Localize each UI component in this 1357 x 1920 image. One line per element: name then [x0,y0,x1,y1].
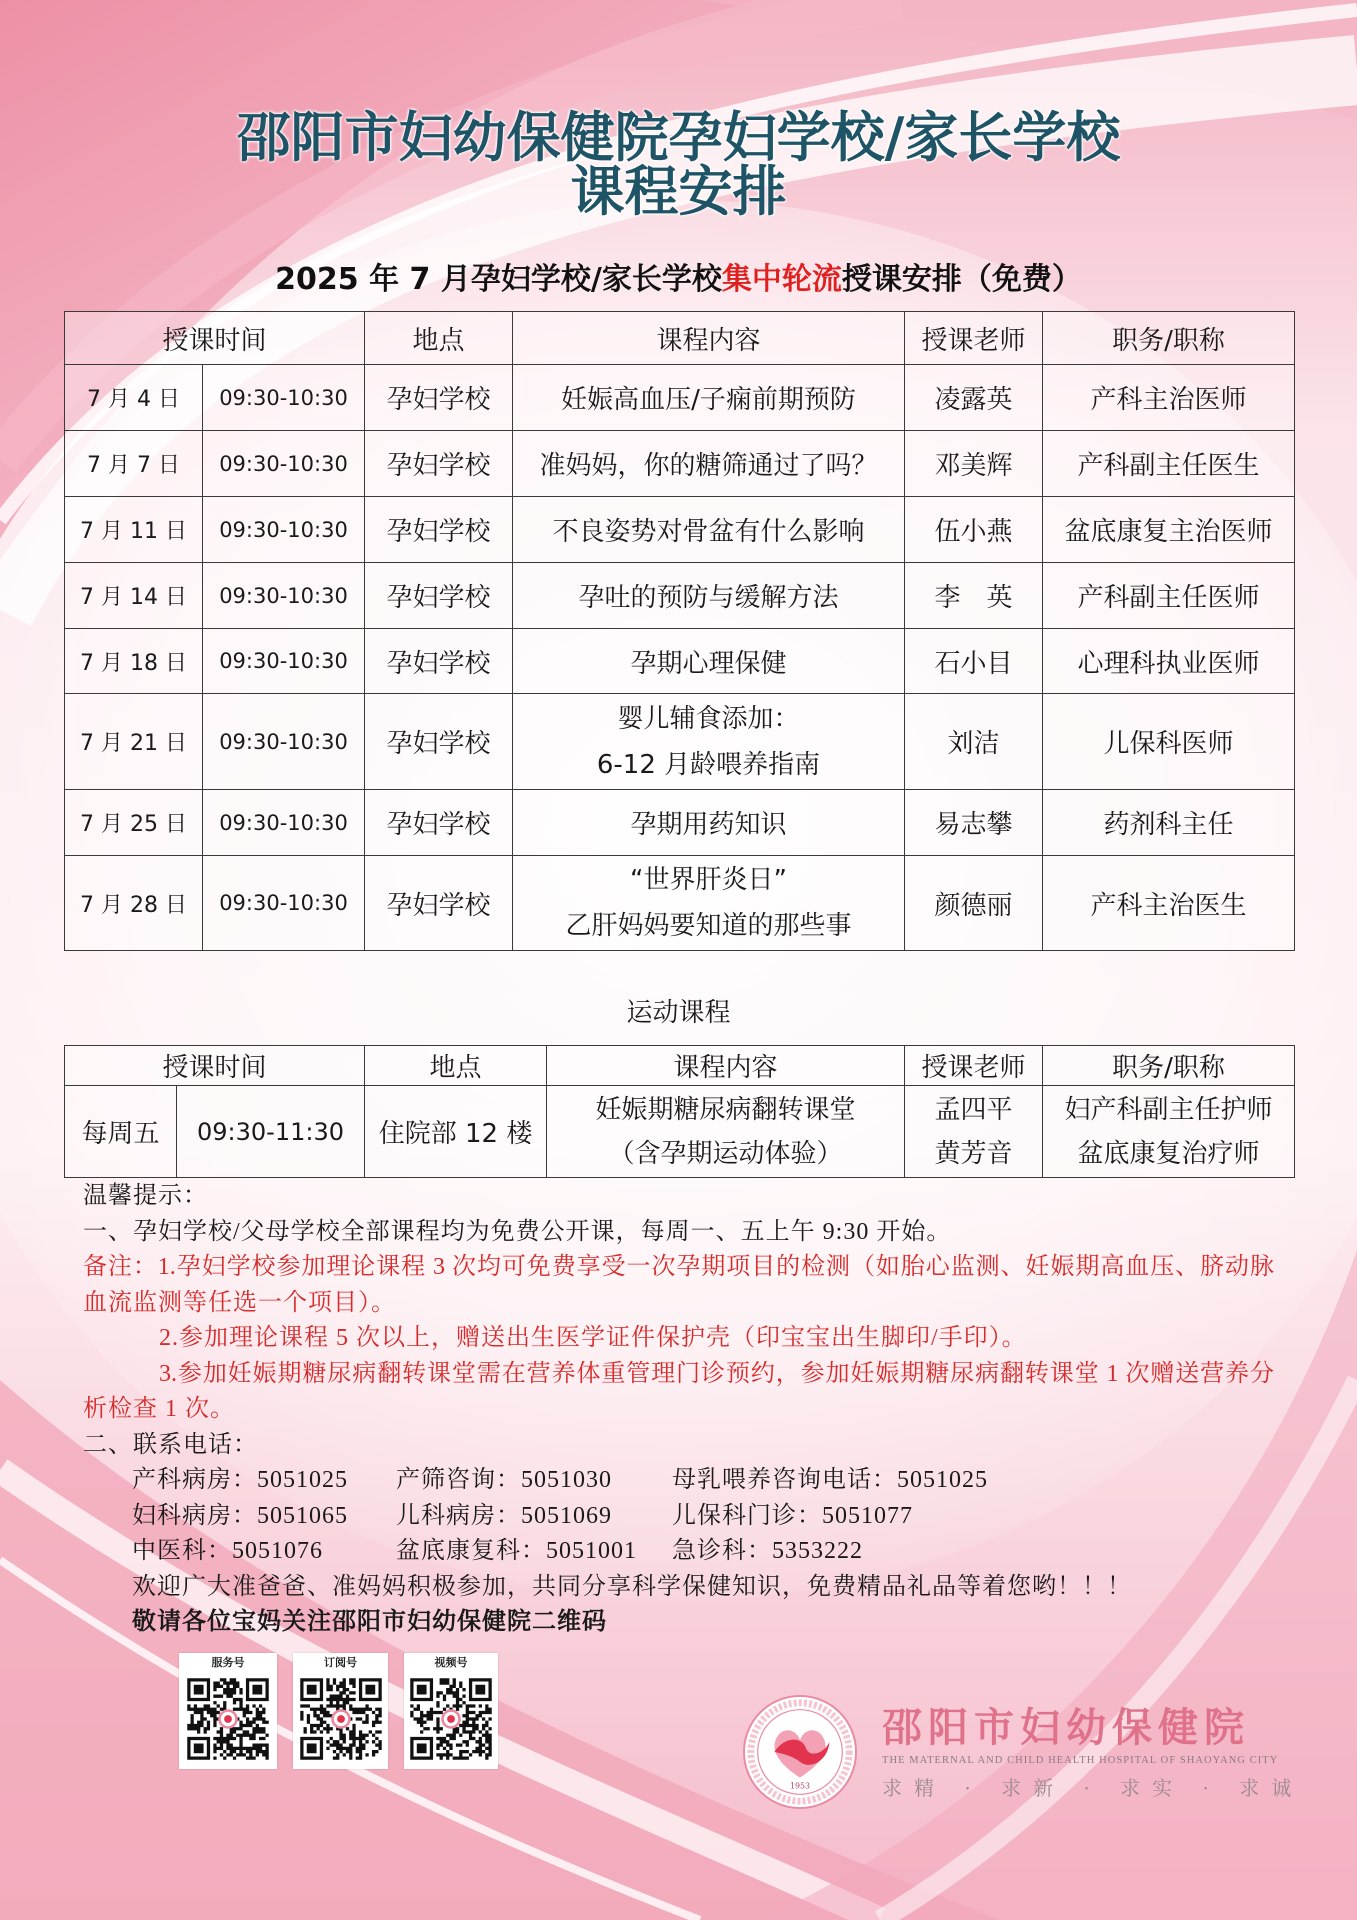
course-cell [513,694,905,790]
qr-label: 订阅号 [324,1656,357,1669]
course-line: 准妈妈，你的糖筛通过了吗？ [539,451,878,481]
date-cell: 7 月 21 日 [65,694,203,790]
date-cell: 7 月 28 日 [65,856,203,951]
contact-item: 产筛咨询：5051030 [396,1467,612,1493]
teacher-cell: 刘洁 [905,694,1043,790]
course-cell [513,365,905,431]
date-cell: 7 月 14 日 [65,563,203,629]
date-cell: 7 月 4 日 [65,365,203,431]
contact-item: 儿科病房：5051069 [396,1502,612,1529]
title-cell: 儿保科医师 [1043,694,1295,790]
time-cell: 09:30-10:30 [203,790,365,856]
header-location: 地点 [365,1046,547,1086]
teacher-cell: 邓美辉 [905,431,1043,497]
course-line: 6-12 月龄喂养指南 [596,749,821,780]
course-cell [513,563,905,629]
header-location: 地点 [365,312,513,365]
schedule-heading-prefix: 2025 年 7 月孕妇学校/家长学校 [275,262,722,297]
table-row [65,856,1295,951]
teacher-cell: 凌露英 [905,365,1043,431]
course-line: 乙肝妈妈要知道的那些事 [565,911,852,941]
title-line: 盆底康复治疗师 [1077,1138,1260,1169]
hospital-motto: 求精 · 求新 · 求实 · 求诚 [882,1776,1304,1800]
date-cell: 7 月 7 日 [65,431,203,497]
contact-item: 中医科：5051076 [132,1538,323,1564]
hospital-logo [741,1693,859,1811]
title-cell: 盆底康复主治医师 [1043,497,1295,563]
qr-code-service [179,1653,277,1769]
table-row [65,790,1295,856]
table-row [65,365,1295,431]
location-cell: 孕妇学校 [365,365,513,431]
contact-item: 盆底康复科：5051001 [396,1538,637,1564]
qr-center-logo-dot [224,1715,232,1723]
exercise-header-row [65,1046,1295,1086]
logo-founded-year: 1953 [789,1781,811,1791]
location-cell: 孕妇学校 [365,790,513,856]
table-row [65,431,1295,497]
course-line: 妊娠高血压/子痫前期预防 [561,385,856,415]
time-cell: 09:30-10:30 [203,856,365,951]
location-cell: 孕妇学校 [365,694,513,790]
contact-row [83,1534,1274,1570]
title-cell: 药剂科主任 [1043,790,1295,856]
table-row [65,694,1295,790]
course-line: 妊娠期糖尿病翻转课堂 [595,1094,856,1125]
qr-label: 视频号 [434,1656,468,1669]
exercise-table [64,1045,1295,1178]
title-cell: 心理科执业医师 [1043,629,1295,694]
time-cell: 09:30-10:30 [203,629,365,694]
teacher-line: 黄芳音 [934,1138,1013,1169]
schedule-heading-highlight: 集中轮流 [721,262,842,297]
course-cell [513,431,905,497]
qr-label: 服务号 [211,1656,245,1669]
table-row [65,497,1295,563]
schedule-table [64,311,1295,951]
course-line: 孕吐的预防与缓解方法 [578,583,839,613]
course-cell [513,629,905,694]
exercise-heading: 运动课程 [626,998,731,1028]
contact-row [83,1499,1274,1535]
header-teacher: 授课老师 [905,1046,1043,1086]
time-cell: 09:30-10:30 [203,563,365,629]
table-row [65,563,1295,629]
time-cell: 09:30-11:30 [177,1086,365,1178]
hospital-name: 邵阳市妇幼保健院 [882,1704,1250,1751]
header-time: 授课时间 [65,312,365,365]
title-line: 妇产科副主任护师 [1064,1094,1273,1125]
time-cell: 09:30-10:30 [203,497,365,563]
notes-item-1: 一、孕妇学校/父母学校全部课程均为免费公开课，每周一、五上午 9:30 开始。 [83,1218,952,1245]
contact-item: 妇科病房：5051065 [132,1502,348,1529]
header-time: 授课时间 [65,1046,365,1086]
contact-row [83,1463,1274,1499]
title-cell: 产科副主任医师 [1043,563,1295,629]
location-cell: 孕妇学校 [365,856,513,951]
qr-code-subscription [293,1653,388,1769]
notes-heading: 温馨提示： [83,1183,208,1209]
day-cell: 每周五 [65,1086,177,1178]
schedule-heading-suffix: 授课安排（免费） [841,262,1082,297]
qr-code-video [404,1653,498,1769]
teacher-cell: 李 英 [905,563,1043,629]
header-teacher: 授课老师 [905,312,1043,365]
location-cell: 孕妇学校 [365,431,513,497]
teacher-cell: 易志攀 [905,790,1043,856]
hospital-english-name: THE MATERNAL AND CHILD HEALTH HOSPITAL OF SHAOYANG CITY [882,1755,1279,1766]
follow-text: 敬请各位宝妈关注邵阳市妇幼保健院二维码 [132,1609,607,1635]
teacher-cell: 石小目 [905,629,1043,694]
course-cell [513,856,905,951]
title-cell: 产科主治医师 [1043,365,1295,431]
time-cell: 09:30-10:30 [203,694,365,790]
schedule-header-row [65,312,1295,365]
header-course: 课程内容 [547,1046,905,1086]
location-cell: 孕妇学校 [365,629,513,694]
title-cell: 产科副主任医生 [1043,431,1295,497]
course-line: 不良姿势对骨盆有什么影响 [552,517,865,547]
qr-code-image [184,1675,272,1763]
course-cell [547,1086,905,1178]
course-line: 孕期用药知识 [630,810,787,840]
remark-1-line-2: 血流监测等任选一个项目）。 [83,1289,396,1316]
date-cell: 7 月 25 日 [65,790,203,856]
date-cell: 7 月 11 日 [65,497,203,563]
course-line: “世界肝炎日” [630,865,787,895]
header-title: 职务/职称 [1043,312,1295,365]
title-cell [1043,1086,1295,1178]
remark-1-line-1: 备注：1.孕妇学校参加理论课程 3 次均可免费享受一次孕期项目的检测（如胎心监测、妊娠期高血压、脐动脉 [83,1254,1274,1280]
course-cell [513,497,905,563]
page-title: 邵阳市妇幼保健院孕妇学校/家长学校 [236,106,1121,169]
table-row [65,1086,1295,1178]
time-cell: 09:30-10:30 [203,431,365,497]
qr-code-image [407,1675,495,1763]
contact-item: 儿保科门诊：5051077 [672,1502,913,1529]
time-cell: 09:30-10:30 [203,365,365,431]
welcome-text: 欢迎广大准爸爸、准妈妈积极参加，共同分享科学保健知识，免费精品礼品等着您哟！！！ [132,1573,1132,1600]
contact-heading: 二、联系电话： [83,1431,258,1458]
contact-item: 急诊科：5353222 [672,1538,863,1564]
header-course: 课程内容 [513,312,905,365]
location-cell: 孕妇学校 [365,497,513,563]
date-cell: 7 月 18 日 [65,629,203,694]
contact-item: 产科病房：5051025 [132,1467,348,1493]
teacher-line: 孟四平 [934,1094,1013,1125]
teacher-cell: 颜德丽 [905,856,1043,951]
contact-item: 母乳喂养咨询电话：5051025 [672,1467,988,1493]
remark-3-line-1: 3.参加妊娠期糖尿病翻转课堂需在营养体重管理门诊预约，参加妊娠期糖尿病翻转课堂 1 次赠送营养分 [159,1360,1274,1387]
table-row [65,629,1295,694]
page-subtitle: 课程安排 [570,160,787,223]
location-cell: 孕妇学校 [365,563,513,629]
course-line: 婴儿辅食添加： [617,703,800,734]
header-title: 职务/职称 [1043,1046,1295,1086]
course-line: 孕期心理保健 [630,648,787,679]
qr-center-logo-dot [447,1715,455,1723]
teacher-cell: 伍小燕 [905,497,1043,563]
schedule-heading [0,262,1357,298]
teacher-cell [905,1086,1043,1178]
remark-3-line-2: 析检查 1 次。 [83,1396,235,1422]
course-line: （含孕期运动体验） [608,1138,843,1169]
notes-section [83,1179,1274,1641]
title-cell: 产科主治医生 [1043,856,1295,951]
qr-code-image [297,1675,385,1763]
location-cell: 住院部 12 楼 [365,1086,547,1178]
remark-2: 2.参加理论课程 5 次以上，赠送出生医学证件保护壳（印宝宝出生脚印/手印）。 [159,1325,1027,1351]
qr-center-logo-dot [337,1715,345,1723]
course-cell [513,790,905,856]
